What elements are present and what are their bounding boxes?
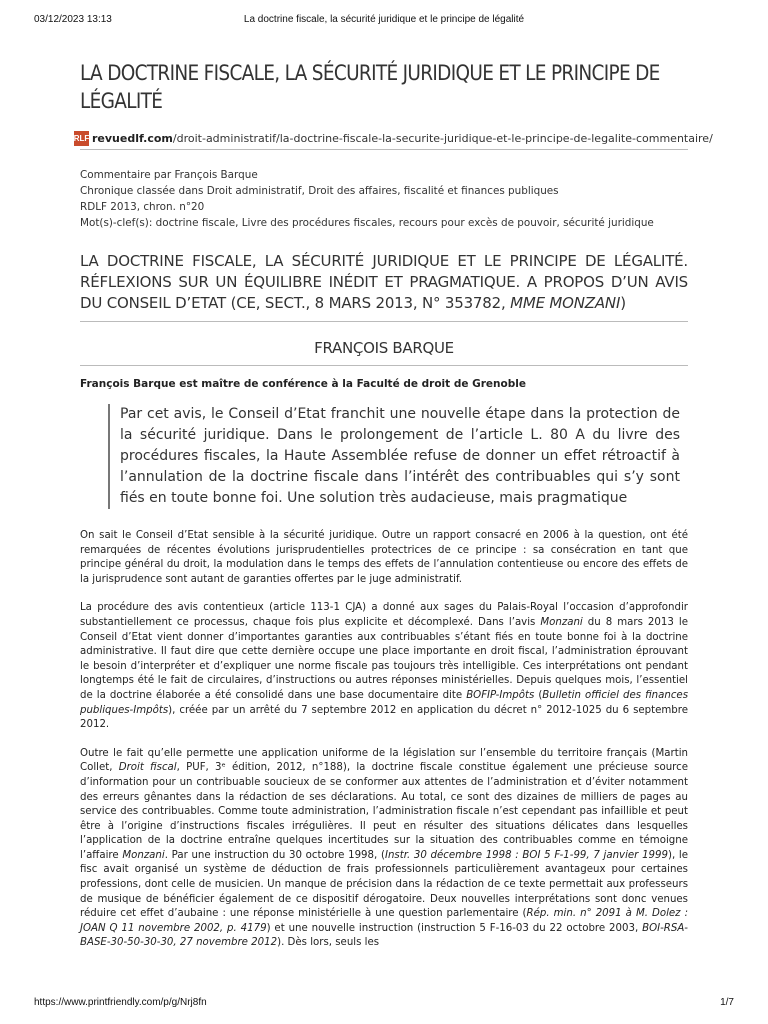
paragraph-3: Outre le fait qu’elle permette une application uniforme de la législation sur l’ensemble du territoire français (Martin Collet, Droit fiscal, PUF, 3ᵉ édition, 2012, n°188), la doctrine fiscale constitue également une précieuse source d’information pour un contribuable soucieux de se conformer aux attentes de l’administration et d’éviter notamment des erreurs gênantes dans la rédaction de ses déclarations. Au total, ce sont des dizaines de milliers de pages au service des contribuables. Comme toute administration, l’administration fiscale n’est cependant pas infaillible et peut être à l’origine d’instructions fiscales irrégulières. Il peut en résulter des situations délicates dans lesquelles l’application de la doctrine entraîne quelques incertitudes sur la situation des contribuables comme en témoigne l’affaire Monzani. Par une instruction du 30 octobre 1998, (Instr. 30 décembre 1998 : BOI 5 F-1-99, 7 janvier 1999), le fisc avait organisé un système de déduction de frais professionnels particulièrement avantageux pour certaines professions, dont celle de musicien. Un manque de précision dans la rédaction de ce texte permettait aux professeurs de musique de bénéficier également de ce dispositif dérogatoire. Deux nouvelles interprétations sont donc venues réduire cet effet d’aubaine : une réponse ministérielle à une question parlementaire (Rép. min. n° 2091 à M. Dolez : JOAN Q 11 novembre 2002, p. 4179) et une nouvelle instruction (instruction 5 F-16-03 du 22 octobre 2003, BOI-RSA-BASE-30-50-30-30, 27 novembre 2012). Dès lors, seuls les — [80, 747, 689, 949]
author-name: FRANÇOIS BARQUE — [80, 339, 688, 366]
article-title: LA DOCTRINE FISCALE, LA SÉCURITÉ JURIDIQUE ET LE PRINCIPE DE LÉGALITÉ — [80, 61, 660, 114]
print-header — [0, 14, 768, 28]
meta-reference: RDLF 2013, chron. n°20 — [80, 201, 205, 213]
subtitle-end: ) — [620, 294, 626, 312]
print-page-title: La doctrine fiscale, la sécurité juridique et le principe de légalité — [243, 14, 525, 25]
meta-author: Commentaire par François Barque — [80, 169, 258, 181]
meta-category: Chronique classée dans Droit administratif, Droit des affaires, fiscalité et finances publiques — [80, 185, 559, 197]
subtitle-case-name: MME MONZANI — [510, 294, 621, 312]
site-favicon-icon: RLF — [74, 131, 89, 146]
print-footer — [0, 997, 768, 1011]
source-path[interactable]: /droit-administratif/la-doctrine-fiscale-la-securite-juridique-et-le-principe-de-legalite-commentaire/ — [172, 131, 713, 145]
article-body — [80, 529, 688, 951]
abstract-quote: Par cet avis, le Conseil d’Etat franchit une nouvelle étape dans la protection de la sécurité juridique. Dans le prolongement de l’article L. 80 A du livre des procédures fiscales, la Haute Assemblée refuse de donner un effet rétroactif à l’annulation de la doctrine fiscale dans l’intérêt des contribuables qui s’y sont fiés en toute bonne foi. Une solution très audacieuse, mais pragmatique — [108, 404, 680, 509]
print-url[interactable]: https://www.printfriendly.com/p/g/Nrj8fn — [34, 997, 207, 1008]
article-meta — [80, 167, 688, 231]
subtitle-text: LA DOCTRINE FISCALE, LA SÉCURITÉ JURIDIQUE ET LE PRINCIPE DE LÉGALITÉ. RÉFLEXIONS SUR UN ÉQUILIBRE INÉDIT ET PRAGMATIQUE. A PROPOS D’UN AVIS DU CONSEIL D’ETAT (CE, SECT., 8 MARS 2013, N° 353782, — [80, 252, 688, 312]
print-datetime: 03/12/2023 13:13 — [34, 14, 112, 25]
source-domain[interactable]: revuedlf.com — [92, 131, 173, 145]
source-link-row[interactable] — [73, 127, 713, 150]
meta-keywords: Mot(s)-clef(s): doctrine fiscale, Livre des procédures fiscales, recours pour excès de pouvoir, sécurité juridique — [80, 217, 654, 229]
paragraph-2: La procédure des avis contentieux (article 113-1 CJA) a donné aux sages du Palais-Royal l’occasion d’approfondir substantiellement ce processus, chaque fois plus explicite et décomplexé. Dans l’avis Monzani du 8 mars 2013 le Conseil d’Etat vient donner d’importantes garanties aux contribuables s’étant fiés en toute bonne foi à la doctrine administrative. Il faut dire que cette dernière occupe une place importante en droit fiscal, l’administration éprouvant le besoin d’interpréter et d’expliquer une norme fiscale pas toujours très intelligible. Ces interprétations ont pendant longtemps été le fait de circulaires, d’instructions ou autres réponses ministérielles. Depuis quelques mois, l’essentiel de la doctrine élaborée a été consolidé dans une base documentaire dite BOFIP-Impôts (Bulletin officiel des finances publiques-Impôts), créée par un arrêté du 7 septembre 2012 en application du décret n° 2012-1025 du 6 septembre 2012. — [80, 602, 689, 731]
article-subtitle — [80, 251, 688, 322]
paragraph-1: On sait le Conseil d’Etat sensible à la sécurité juridique. Outre un rapport consacré en 2006 à la question, ont été remarquées de récentes évolutions jurisprudentielles protectrices de ce principe : sa consécration en tant que principe général du droit, la modulation dans le temps des effets de l’annulation contentieuse ou encore des effets de la jurisprudence sont autant de garanties offertes par le juge administratif. — [80, 530, 688, 585]
print-page-number: 1/7 — [720, 997, 734, 1008]
article — [73, 60, 713, 965]
author-affiliation: François Barque est maître de conférence à la Faculté de droit de Grenoble — [80, 378, 526, 390]
